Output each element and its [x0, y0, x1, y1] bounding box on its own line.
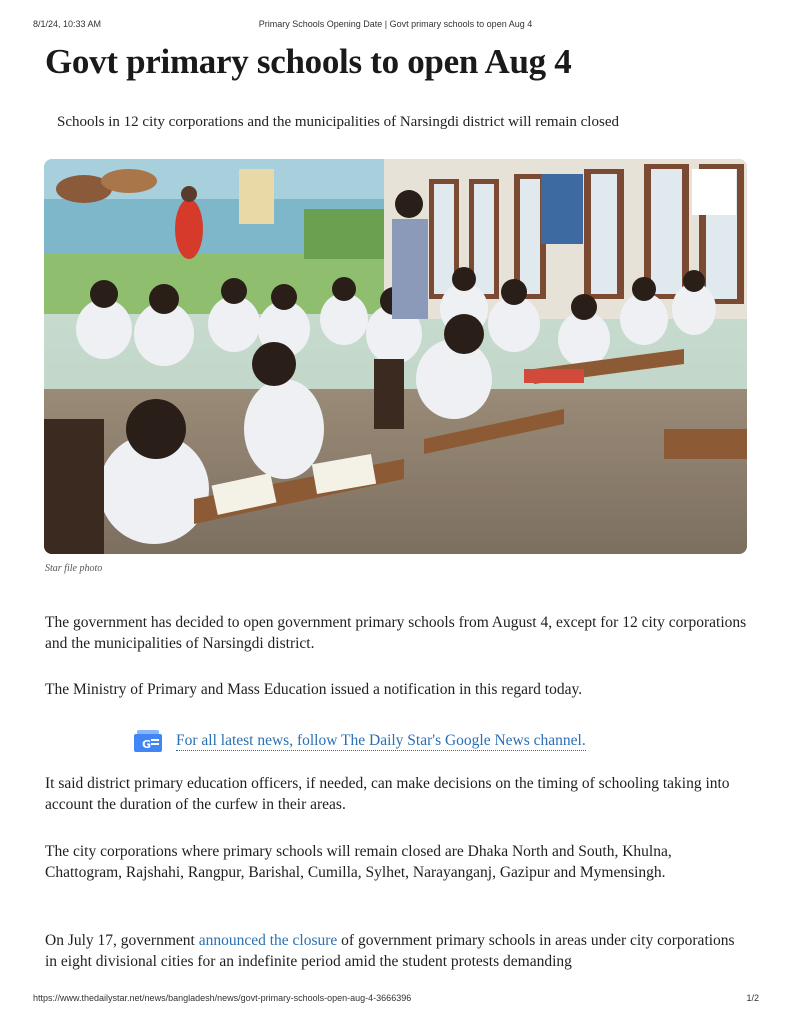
google-news-follow[interactable]: [134, 729, 586, 753]
google-news-link[interactable]: For all latest news, follow The Daily Star's Google News channel.: [176, 731, 586, 749]
print-url: https://www.thedailystar.net/news/bangladesh/news/govt-primary-schools-open-aug-4-3666396: [33, 993, 412, 1003]
headline: Govt primary schools to open Aug 4: [45, 42, 572, 81]
paragraph: The Ministry of Primary and Mass Education issued a notification in this regard today.: [45, 681, 583, 698]
page-number: 1/2: [746, 993, 759, 1003]
paragraph: The city corporations where primary schools will remain closed are Dhaka North and South, Khulna, Chattogram, Rajshahi, Rangpur, Barishal, Cumilla, Sylhet, Narayanganj, Gazipur and Mymensingh.: [45, 843, 672, 881]
print-header: [0, 19, 791, 33]
print-date: 8/1/24, 10:33 AM: [33, 19, 102, 29]
print-doc-title: Primary Schools Opening Date | Govt primary schools to open Aug 4: [258, 19, 533, 29]
paragraph: It said district primary education officers, if needed, can make decisions on the timing of schooling taking into account the duration of the curfew in their areas.: [45, 775, 730, 813]
svg-text:G: G: [142, 738, 152, 751]
google-news-icon: [134, 730, 162, 752]
article-photo: [44, 159, 747, 554]
paragraph: The government has decided to open government primary schools from August 4, except for 12 city corporations and the municipalities of Narsingdi district.: [45, 614, 747, 652]
paragraph-text: of government primary schools in areas under city corporations in eight divisional cities for an indefinite period amid the student protests demanding: [45, 932, 735, 970]
paragraph-text: On July 17, government: [45, 932, 199, 949]
classroom-photo-illustration: [44, 159, 747, 554]
paragraph: [45, 930, 750, 972]
subtitle: Schools in 12 city corporations and the municipalities of Narsingdi district will remain closed: [57, 114, 619, 130]
announced-closure-link[interactable]: announced the closure: [198, 932, 338, 949]
photo-caption: Star file photo: [45, 563, 103, 574]
print-footer: [0, 993, 791, 1007]
